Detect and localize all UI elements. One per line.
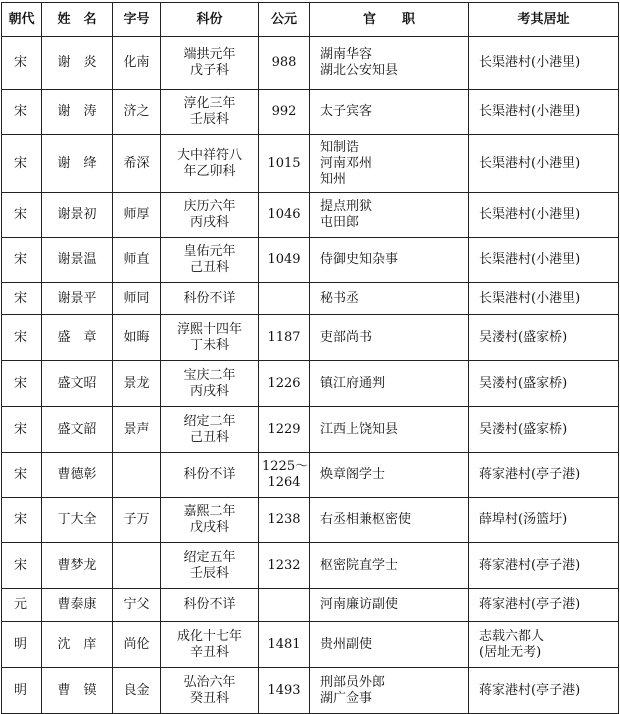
residence-cell xyxy=(469,498,619,543)
exam-cell xyxy=(161,589,259,622)
dynasty-cell: 宋 xyxy=(2,543,42,589)
dynasty-cell: 宋 xyxy=(2,453,42,498)
year-cell xyxy=(259,238,310,283)
exam-cell-line: 科份不详 xyxy=(183,290,236,306)
dynasty-cell: 宋 xyxy=(2,283,42,315)
header-office: 官 职 xyxy=(310,3,469,37)
office-cell-line: 焕章阁学士 xyxy=(320,467,386,482)
year-cell xyxy=(259,361,310,407)
header-year: 公元 xyxy=(259,3,310,37)
residence-cell-line: 长渠港村(小港里) xyxy=(479,207,581,222)
table-body xyxy=(2,37,619,714)
office-cell-line: 秘书丞 xyxy=(320,290,360,306)
office-cell xyxy=(310,543,469,589)
name-cell: 丁大全 xyxy=(42,498,113,543)
exam-cell xyxy=(161,543,259,589)
exam-cell-line: 宝庆二年 xyxy=(183,367,236,383)
residence-cell-line: 吴溇村(盛家桥) xyxy=(479,329,568,345)
exam-cell-line: 绍定二年 xyxy=(183,413,236,429)
year-cell-line: 1238 xyxy=(267,512,301,527)
office-cell xyxy=(310,498,469,543)
residence-cell xyxy=(469,238,619,283)
exam-cell-line: 丙戌科 xyxy=(189,383,229,399)
table-row xyxy=(2,498,619,543)
style-name-cell: 宁父 xyxy=(113,589,161,622)
office-cell-line: 镇江府通判 xyxy=(320,375,386,391)
year-cell-line: 1225～ xyxy=(262,459,309,474)
table-row xyxy=(2,193,619,238)
exam-cell-line: 戊子科 xyxy=(189,63,229,78)
office-cell xyxy=(310,90,469,135)
year-cell-line: 1226 xyxy=(267,375,301,391)
header-residence: 考其居址 xyxy=(469,3,619,37)
residence-cell-line: 吴溇村(盛家桥) xyxy=(479,421,568,437)
table-row xyxy=(2,543,619,589)
exam-cell-line: 端拱元年 xyxy=(183,47,236,62)
residence-cell-line: 蒋家港村(亭子港) xyxy=(479,557,581,573)
residence-cell xyxy=(469,135,619,193)
office-cell xyxy=(310,315,469,361)
name-cell: 曹泰康 xyxy=(42,589,113,622)
exam-cell xyxy=(161,193,259,238)
header-exam: 科份 xyxy=(161,3,259,37)
exam-cell xyxy=(161,283,259,315)
office-cell-line: 河南廉访副使 xyxy=(320,597,399,612)
year-cell-line: 1229 xyxy=(267,421,301,437)
dynasty-cell: 宋 xyxy=(2,37,42,90)
office-cell xyxy=(310,407,469,453)
office-cell-line: 河南邓州 xyxy=(320,155,373,171)
style-name-cell: 良金 xyxy=(113,668,161,714)
office-cell-line: 太子宾客 xyxy=(320,104,373,119)
year-cell-line: 1493 xyxy=(267,682,301,698)
exam-cell xyxy=(161,622,259,668)
exam-cell-line: 壬辰科 xyxy=(189,565,229,581)
exam-cell xyxy=(161,90,259,135)
exam-cell xyxy=(161,238,259,283)
table-row xyxy=(2,453,619,498)
dynasty-cell: 宋 xyxy=(2,238,42,283)
exam-cell-line: 己丑科 xyxy=(189,429,229,445)
header-name: 姓 名 xyxy=(42,3,113,37)
office-cell-line: 知州 xyxy=(320,171,347,187)
exam-cell-line: 嘉熙二年 xyxy=(183,504,236,519)
residence-cell-line: (居址无考) xyxy=(479,644,542,660)
year-cell-line: 1481 xyxy=(267,636,301,652)
dynasty-cell: 宋 xyxy=(2,193,42,238)
exam-cell-line: 辛丑科 xyxy=(189,644,229,660)
year-cell xyxy=(259,315,310,361)
exam-cell-line: 大中祥符八 xyxy=(176,147,242,163)
name-cell: 谢景温 xyxy=(42,238,113,283)
residence-cell-line: 长渠港村(小港里) xyxy=(479,104,581,119)
exam-cell xyxy=(161,361,259,407)
residence-cell-line: 志载六都人 xyxy=(479,628,545,644)
residence-cell-line: 长渠港村(小港里) xyxy=(479,252,581,267)
exam-cell-line: 成化十七年 xyxy=(176,628,242,644)
name-cell: 谢 绛 xyxy=(42,135,113,193)
office-cell-line: 侍御史知杂事 xyxy=(320,252,399,267)
name-cell: 盛文昭 xyxy=(42,361,113,407)
year-cell xyxy=(259,589,310,622)
exam-cell xyxy=(161,453,259,498)
office-cell xyxy=(310,361,469,407)
year-cell-line: 992 xyxy=(271,104,297,119)
office-cell xyxy=(310,238,469,283)
year-cell xyxy=(259,135,310,193)
residence-cell xyxy=(469,407,619,453)
office-cell-line: 贵州副使 xyxy=(320,636,373,652)
exam-cell-line: 年乙卯科 xyxy=(183,163,236,179)
exam-cell xyxy=(161,407,259,453)
office-cell xyxy=(310,37,469,90)
residence-cell-line: 蒋家港村(亭子港) xyxy=(479,467,581,482)
table-row xyxy=(2,622,619,668)
name-cell: 曹梦龙 xyxy=(42,543,113,589)
table-row xyxy=(2,315,619,361)
office-cell-line: 刑部员外郎 xyxy=(320,674,386,690)
name-cell: 沈 庠 xyxy=(42,622,113,668)
year-cell xyxy=(259,283,310,315)
style-name-cell: 子万 xyxy=(113,498,161,543)
year-cell-line: 1049 xyxy=(267,252,301,267)
dynasty-cell: 明 xyxy=(2,668,42,714)
dynasty-cell: 宋 xyxy=(2,407,42,453)
residence-cell xyxy=(469,543,619,589)
exam-cell xyxy=(161,315,259,361)
year-cell xyxy=(259,407,310,453)
style-name-cell: 尚伦 xyxy=(113,622,161,668)
name-cell: 盛 章 xyxy=(42,315,113,361)
office-cell xyxy=(310,193,469,238)
style-name-cell: 景声 xyxy=(113,407,161,453)
name-cell: 曹 镆 xyxy=(42,668,113,714)
dynasty-cell: 宋 xyxy=(2,90,42,135)
residence-cell xyxy=(469,193,619,238)
residence-cell xyxy=(469,453,619,498)
residence-cell xyxy=(469,37,619,90)
office-cell xyxy=(310,622,469,668)
style-name-cell: 师厚 xyxy=(113,193,161,238)
table-row xyxy=(2,361,619,407)
exam-cell xyxy=(161,37,259,90)
style-name-cell: 师直 xyxy=(113,238,161,283)
header-row xyxy=(2,3,619,37)
style-name-cell: 如晦 xyxy=(113,315,161,361)
residence-cell-line: 蒋家港村(亭子港) xyxy=(479,597,581,612)
exam-cell-line: 戊戌科 xyxy=(189,520,229,535)
residence-cell xyxy=(469,589,619,622)
office-cell-line: 湖北公安知县 xyxy=(320,63,399,78)
office-cell xyxy=(310,589,469,622)
residence-cell xyxy=(469,90,619,135)
office-cell xyxy=(310,135,469,193)
year-cell xyxy=(259,622,310,668)
header-style-name: 字号 xyxy=(113,3,161,37)
table-row xyxy=(2,37,619,90)
exam-cell-line: 癸丑科 xyxy=(189,690,229,706)
residence-cell-line: 长渠港村(小港里) xyxy=(479,290,581,306)
office-cell-line: 知制诰 xyxy=(320,139,360,155)
dynasty-cell: 元 xyxy=(2,589,42,622)
exam-cell-line: 淳化三年 xyxy=(183,96,236,111)
table-row xyxy=(2,589,619,622)
year-cell xyxy=(259,498,310,543)
style-name-cell xyxy=(113,453,161,498)
exam-cell-line: 丁未科 xyxy=(189,337,229,353)
residence-cell xyxy=(469,283,619,315)
residence-cell xyxy=(469,622,619,668)
residence-cell-line: 长渠港村(小港里) xyxy=(479,55,581,70)
dynasty-cell: 宋 xyxy=(2,361,42,407)
office-cell-line: 江西上饶知县 xyxy=(320,421,399,437)
dynasty-cell: 明 xyxy=(2,622,42,668)
exam-cell-line: 淳熙十四年 xyxy=(176,321,242,337)
residence-cell xyxy=(469,315,619,361)
exam-cell-line: 科份不详 xyxy=(183,467,236,482)
year-cell-line: 988 xyxy=(271,55,297,70)
residence-cell xyxy=(469,361,619,407)
office-cell-line: 吏部尚书 xyxy=(320,329,373,345)
name-cell: 谢 炎 xyxy=(42,37,113,90)
dynasty-cell: 宋 xyxy=(2,135,42,193)
name-cell: 谢景初 xyxy=(42,193,113,238)
exam-cell-line: 弘治六年 xyxy=(183,674,236,690)
office-cell xyxy=(310,453,469,498)
year-cell xyxy=(259,37,310,90)
residence-cell-line: 蒋家港村(亭子港) xyxy=(479,682,581,698)
style-name-cell: 希深 xyxy=(113,135,161,193)
exam-cell-line: 庆历六年 xyxy=(183,199,236,214)
exam-cell xyxy=(161,498,259,543)
table-row xyxy=(2,407,619,453)
dynasty-cell: 宋 xyxy=(2,315,42,361)
name-cell: 谢景平 xyxy=(42,283,113,315)
year-cell-line: 1232 xyxy=(267,557,301,573)
exam-cell-line: 壬辰科 xyxy=(189,112,229,127)
exam-cell-line: 皇佑元年 xyxy=(183,244,236,259)
table-row xyxy=(2,135,619,193)
table-row xyxy=(2,238,619,283)
style-name-cell: 景龙 xyxy=(113,361,161,407)
office-cell-line: 湖广佥事 xyxy=(320,690,373,706)
year-cell-line: 1187 xyxy=(267,329,301,345)
exam-cell-line: 绍定五年 xyxy=(183,549,236,565)
name-cell: 盛文韶 xyxy=(42,407,113,453)
office-cell-line: 提点刑狱 xyxy=(320,199,373,214)
style-name-cell: 济之 xyxy=(113,90,161,135)
exam-cell-line: 科份不详 xyxy=(183,597,236,612)
exam-cell-line: 丙戌科 xyxy=(189,215,229,230)
year-cell xyxy=(259,453,310,498)
office-cell-line: 屯田郎 xyxy=(320,215,360,230)
dynasty-cell: 宋 xyxy=(2,498,42,543)
year-cell xyxy=(259,193,310,238)
style-name-cell: 化南 xyxy=(113,37,161,90)
exam-cell-line: 己丑科 xyxy=(189,260,229,275)
office-cell-line: 枢密院直学士 xyxy=(320,557,399,573)
style-name-cell: 师同 xyxy=(113,283,161,315)
office-cell xyxy=(310,283,469,315)
residence-cell-line: 吴溇村(盛家桥) xyxy=(479,375,568,391)
year-cell-line: 1015 xyxy=(267,155,301,171)
exam-cell xyxy=(161,135,259,193)
residence-cell-line: 长渠港村(小港里) xyxy=(479,155,581,171)
table-row xyxy=(2,90,619,135)
year-cell-line: 1264 xyxy=(267,475,301,490)
name-cell: 曹德彰 xyxy=(42,453,113,498)
officials-table xyxy=(1,2,619,714)
office-cell-line: 湖南华容 xyxy=(320,47,373,62)
year-cell xyxy=(259,90,310,135)
table-row xyxy=(2,283,619,315)
name-cell: 谢 涛 xyxy=(42,90,113,135)
year-cell xyxy=(259,543,310,589)
year-cell-line: 1046 xyxy=(267,207,301,222)
residence-cell-line: 薛埠村(汤篮圩) xyxy=(479,512,568,527)
header-dynasty: 朝代 xyxy=(2,3,42,37)
office-cell-line: 右丞相兼枢密使 xyxy=(320,512,412,527)
style-name-cell xyxy=(113,543,161,589)
